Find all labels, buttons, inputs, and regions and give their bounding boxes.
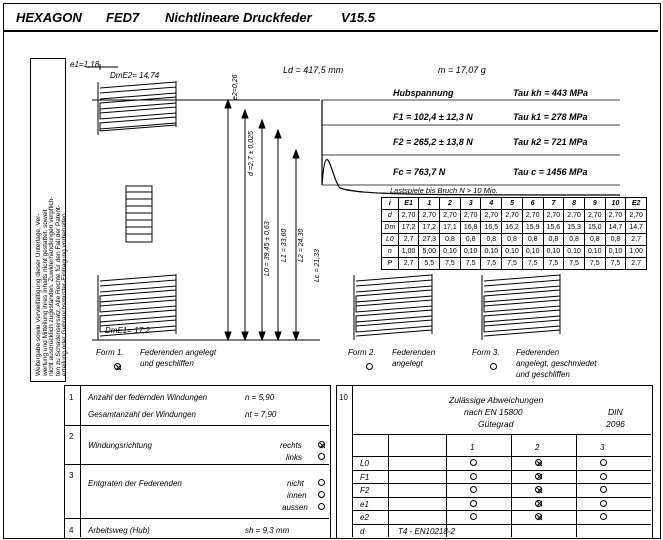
form-2-line1: Federenden: [392, 348, 436, 357]
segment-cell: 0,8: [460, 234, 481, 246]
tolerance-row-label: d: [360, 526, 365, 536]
segment-cell: 5,5: [419, 258, 440, 270]
tolerance-grade-1: 1: [470, 443, 475, 452]
spec-row-divider-3: [64, 518, 329, 519]
F1-value: F1 = 102,4 ± 12,3 N: [393, 112, 473, 122]
program-name: FED7: [106, 10, 140, 25]
segment-cell: 1,00: [626, 246, 647, 258]
spec-row-1-number: 1: [69, 393, 74, 402]
tolerance-checkbox[interactable]: [470, 513, 477, 520]
tolerance-row-divider: [352, 483, 651, 484]
segment-cell: 0,10: [440, 246, 461, 258]
segment-cell: 2,7: [398, 234, 419, 246]
spec-row-1-label-2: Gesamtanzahl der Windungen: [88, 410, 196, 419]
form-1-line1: Federenden angelegt: [140, 348, 217, 357]
segment-cell: 7,5: [440, 258, 461, 270]
spec-row-3-checkbox-nicht[interactable]: [318, 479, 325, 486]
F2-value: F2 = 265,2 ± 13,8 N: [393, 137, 473, 147]
spec-row-2-option-2: links: [286, 453, 303, 462]
segment-cell: 0,10: [460, 246, 481, 258]
tolerance-row-label: e2: [360, 513, 369, 522]
spec-row-2-option-1: rechts: [280, 441, 302, 450]
tolerance-checkbox[interactable]: [600, 486, 607, 493]
segment-cell: 16,5: [481, 222, 502, 234]
spec-row-1-value-2: nt = 7,90: [245, 410, 277, 419]
legal-note-line: Weitergabe sowie Vervielfältigung dieser Unterlage, Ver-: [35, 213, 42, 376]
table-row: [382, 246, 647, 258]
dim-e1: e1=1,18: [70, 60, 100, 69]
page-title: Nichtlineare Druckfeder: [165, 10, 312, 25]
segment-cell: 0,8: [440, 234, 461, 246]
segment-cell: 7,5: [543, 258, 564, 270]
form-2-checkbox[interactable]: [366, 363, 373, 370]
tolerance-title-2: nach EN 15800: [464, 407, 523, 417]
segment-table: [381, 197, 647, 270]
segment-cell: 0,8: [543, 234, 564, 246]
spec-row-2-checkbox-rechts[interactable]: [318, 441, 325, 448]
tolerance-row-label: L0: [360, 459, 369, 468]
segment-cell: 0,8: [605, 234, 626, 246]
segment-cell: 0,10: [522, 246, 543, 258]
version-label: V15.5: [341, 10, 375, 25]
segment-cell: 27,3: [419, 234, 440, 246]
table-row: [382, 210, 647, 222]
dim-dme2: DmE2= 14,74: [110, 71, 160, 80]
tolerance-checkbox[interactable]: [535, 486, 542, 493]
tolerance-num-divider: [352, 385, 353, 537]
tolerance-checkbox[interactable]: [470, 473, 477, 480]
segment-cell: 0,10: [481, 246, 502, 258]
tolerance-checkbox[interactable]: [470, 500, 477, 507]
tolerance-title-3: Gütegrad: [478, 419, 514, 429]
segment-col-header: 3: [460, 198, 481, 210]
tau-k2-value: Tau k2 = 721 MPa: [513, 137, 588, 147]
tolerance-checkbox[interactable]: [600, 513, 607, 520]
segment-col-header: E2: [626, 198, 647, 210]
segment-col-header: 4: [481, 198, 502, 210]
segment-cell: 17,2: [419, 222, 440, 234]
tolerance-checkbox[interactable]: [535, 459, 542, 466]
segment-cell: 2,70: [419, 210, 440, 222]
dim-d-tolerance: d =2,7 ± 0,025: [248, 131, 255, 176]
segment-cell: 0,8: [584, 234, 605, 246]
segment-cell: 5,00: [419, 246, 440, 258]
tolerance-checkbox[interactable]: [600, 500, 607, 507]
segment-cell: 2,70: [440, 210, 461, 222]
spec-row-4-number: 4: [69, 526, 74, 535]
dim-L0: L0 = 39,45 ± 0,63: [264, 221, 271, 276]
spec-row-3-option-1: nicht: [287, 479, 304, 488]
lastspiele-note: Lastspiele bis Bruch N > 10 Mio.: [390, 186, 498, 195]
tolerance-din-label: DIN: [608, 407, 623, 417]
segment-cell: 7,5: [564, 258, 585, 270]
segment-cell: 0,8: [522, 234, 543, 246]
tolerance-row-divider: [352, 470, 651, 471]
tolerance-grade-3: 3: [600, 443, 605, 452]
segment-cell: 17,2: [398, 222, 419, 234]
legal-note-line: erteilung oder Gebrauchsmuster-Eintragung vorbehalten.: [61, 211, 68, 376]
segment-cell: 0,8: [481, 234, 502, 246]
tolerance-checkbox[interactable]: [470, 486, 477, 493]
segment-cell: 1,00: [398, 246, 419, 258]
segment-row-label: d: [382, 210, 399, 222]
tolerance-label-divider: [388, 434, 389, 537]
tolerance-grade-divider-3: [576, 434, 577, 537]
form-1-number: Form 1.: [96, 348, 124, 357]
segment-cell: 15,6: [543, 222, 564, 234]
tolerance-row-divider: [352, 510, 651, 511]
tolerance-row-label: F2: [360, 486, 370, 495]
tau-k1-value: Tau k1 = 278 MPa: [513, 112, 588, 122]
tolerance-number: 10: [339, 393, 348, 402]
segment-cell: 2,70: [460, 210, 481, 222]
form-3-line1: Federenden: [516, 348, 560, 357]
segment-col-header: 9: [584, 198, 605, 210]
spec-row-1-value-1: n = 5,90: [245, 393, 275, 402]
legal-note-line: nicht ausdrücklich zugestanden. Zuwiderhandlungen verpflich-: [48, 196, 55, 376]
spec-row-1-label-1: Anzahl der federnden Windungen: [88, 393, 208, 402]
tolerance-checkbox[interactable]: [535, 473, 542, 480]
segment-cell: 14,7: [605, 222, 626, 234]
tolerance-checkbox[interactable]: [470, 459, 477, 466]
tolerance-checkbox[interactable]: [535, 500, 542, 507]
segment-row-label: n: [382, 246, 399, 258]
form-3-number: Form 3.: [472, 348, 500, 357]
spec-row-divider-1: [64, 425, 329, 426]
tolerance-header-divider: [352, 434, 651, 435]
tolerance-grade-divider-2: [511, 434, 512, 537]
spec-table: [64, 385, 331, 539]
spec-row-2-checkbox-links[interactable]: [318, 453, 325, 460]
segment-row-label: P: [382, 258, 399, 270]
tolerance-row-label: F1: [360, 472, 370, 482]
segment-cell: 0,10: [543, 246, 564, 258]
segment-col-header: 6: [522, 198, 543, 210]
form-3-line3: und geschliffen: [516, 370, 570, 379]
segment-cell: 2,70: [398, 210, 419, 222]
segment-col-header: 1: [419, 198, 440, 210]
dim-dme1: DmE1= 17,2: [105, 326, 150, 335]
spec-row-4-title: Arbeitsweg (Hub): [88, 526, 150, 535]
tolerance-checkbox[interactable]: [600, 473, 607, 480]
segment-cell: 0,10: [605, 246, 626, 258]
segment-cell: 0,10: [584, 246, 605, 258]
segment-cell: 2,70: [502, 210, 523, 222]
tolerance-row-label: e1: [360, 499, 369, 509]
form-1-checkbox[interactable]: [114, 363, 121, 370]
segment-cell: 2,70: [626, 210, 647, 222]
form-2-line2: angelegt: [392, 359, 423, 368]
tolerance-title-1: Zulässige Abweichungen: [449, 395, 544, 405]
tolerance-row-divider: [352, 497, 651, 498]
segment-cell: 7,5: [481, 258, 502, 270]
segment-cell: 7,5: [522, 258, 543, 270]
spec-row-3-option-3: aussen: [282, 503, 308, 512]
spec-row-2-title: Windungsrichtung: [88, 441, 152, 450]
dim-Lc: Lc = 21,33: [314, 249, 321, 282]
segment-cell: 2,70: [584, 210, 605, 222]
hubspannung-label: Hubspannung: [393, 88, 454, 98]
tau-kh-value: Tau kh = 443 MPa: [513, 88, 588, 98]
segment-table-header: [382, 198, 647, 210]
form-3-line2: angelegt, geschmiedet: [516, 359, 597, 368]
segment-row-label: L0: [382, 234, 399, 246]
legal-note-line: wertung und Mitteilung ihres Inhalts nicht gestattet, soweit: [41, 209, 49, 376]
spec-row-2-number: 2: [69, 432, 74, 441]
spec-row-divider-2: [64, 464, 329, 465]
segment-cell: 2,70: [543, 210, 564, 222]
tolerance-din-number: 2096: [606, 419, 625, 429]
segment-col-header: 5: [502, 198, 523, 210]
segment-col-header: E1: [398, 198, 419, 210]
segment-cell: 2,7: [626, 234, 647, 246]
table-row: [382, 222, 647, 234]
dim-L2: L2 = 24,30: [298, 228, 305, 262]
segment-cell: 2,70: [564, 210, 585, 222]
form-2-number: Form 2.: [348, 348, 376, 357]
segment-cell: 14,7: [626, 222, 647, 234]
spec-table-col-divider: [80, 385, 81, 537]
segment-col-header: 7: [543, 198, 564, 210]
tolerance-grade-divider-1: [446, 434, 447, 537]
tolerance-grade-2: 2: [535, 443, 540, 452]
spec-row-3-option-2: innen: [287, 491, 307, 500]
dim-Ld: Ld = 417,5 mm: [283, 65, 344, 75]
Fc-value: Fc = 763,7 N: [393, 167, 446, 177]
spec-row-3-checkbox-aussen[interactable]: [318, 503, 325, 510]
spec-row-4-value: sh = 9,3 mm: [245, 526, 290, 535]
segment-cell: 0,10: [502, 246, 523, 258]
dim-L1: L1 = 33,60: [281, 228, 288, 262]
tau-c-value: Tau c = 1456 MPa: [513, 167, 588, 177]
segment-cell: 7,5: [605, 258, 626, 270]
segment-row-label: Dm: [382, 222, 399, 234]
tolerance-checkbox[interactable]: [535, 513, 542, 520]
segment-cell: 15,9: [522, 222, 543, 234]
tolerance-row-divider: [352, 524, 651, 525]
segment-cell: 2,70: [605, 210, 626, 222]
segment-col-header: i: [382, 198, 399, 210]
segment-cell: 7,5: [460, 258, 481, 270]
segment-cell: 0,8: [564, 234, 585, 246]
legal-note-line: ten zu Schadensersatz. Alle Rechte für den Fall der Patent-: [54, 205, 62, 376]
tolerance-row-note: T4 - EN10218-2: [398, 526, 455, 536]
segment-cell: 15,3: [564, 222, 585, 234]
form-3-checkbox[interactable]: [490, 363, 497, 370]
dim-e2: e2=0,26: [232, 74, 239, 100]
segment-cell: 0,8: [502, 234, 523, 246]
table-row: [382, 258, 647, 270]
company-name: HEXAGON: [16, 10, 82, 25]
dim-mass: m = 17,07 g: [438, 65, 486, 75]
spec-row-3-checkbox-innen[interactable]: [318, 491, 325, 498]
segment-cell: 2,70: [481, 210, 502, 222]
spec-row-3-number: 3: [69, 471, 74, 480]
segment-col-header: 2: [440, 198, 461, 210]
segment-cell: 17,1: [440, 222, 461, 234]
tolerance-grade-header-divider: [352, 456, 651, 457]
segment-col-header: 10: [605, 198, 626, 210]
tolerance-checkbox[interactable]: [600, 459, 607, 466]
segment-col-header: 8: [564, 198, 585, 210]
segment-cell: 0,10: [564, 246, 585, 258]
table-row: [382, 234, 647, 246]
segment-cell: 2,70: [522, 210, 543, 222]
segment-cell: 2,7: [398, 258, 419, 270]
segment-cell: 15,0: [584, 222, 605, 234]
spec-row-3-title: Entgraten der Federenden: [88, 479, 182, 488]
form-1-line2: und geschliffen: [140, 359, 194, 368]
segment-cell: 16,8: [460, 222, 481, 234]
segment-cell: 7,5: [584, 258, 605, 270]
segment-cell: 2,7: [626, 258, 647, 270]
segment-cell: 16,2: [502, 222, 523, 234]
segment-cell: 7,5: [502, 258, 523, 270]
